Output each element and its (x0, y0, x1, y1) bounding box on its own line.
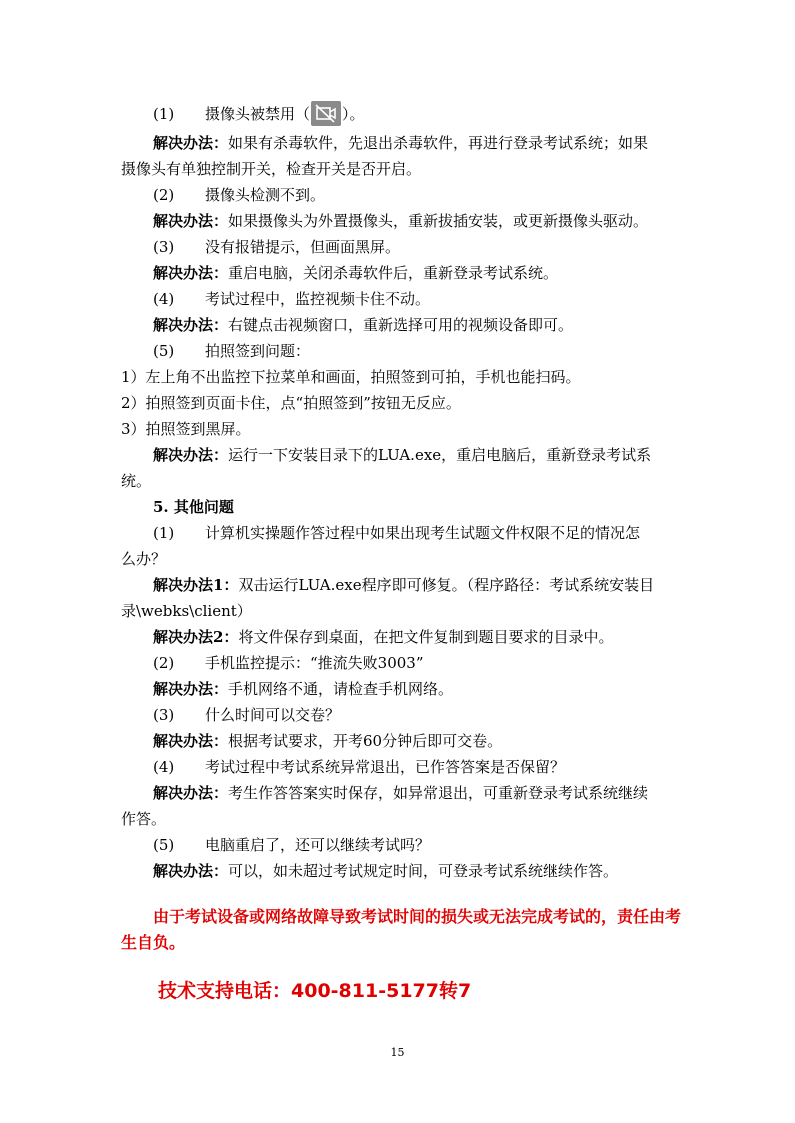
issue-number: (5) (153, 342, 175, 360)
question-text: 手机监控提示：“推流失败3003” (205, 654, 424, 672)
issue-5 (153, 338, 713, 364)
solution-label: 解决办法： (153, 862, 229, 880)
solution-label: 解决办法： (153, 264, 229, 282)
solution-text: 重启电脑，关闭杀毒软件后，重新登录考试系统。 (228, 264, 559, 282)
answer-1a-cont: 录\webks\client） (121, 602, 252, 620)
issue-text: 没有报错提示，但画面黑屏。 (205, 238, 401, 256)
question-4 (153, 754, 713, 780)
answer-1a (153, 572, 713, 598)
solution-text: 根据考试要求，开考60分钟后即可交卷。 (228, 732, 503, 750)
solution-label: 解决办法： (153, 212, 229, 230)
answer-1b (153, 624, 713, 650)
question-2 (153, 650, 713, 676)
sub-issue-3: 3）拍照签到黑屏。 (121, 420, 251, 438)
responsibility-notice: 由于考试设备或网络故障导致考试时间的损失或无法完成考试的，责任由考 (153, 907, 682, 926)
solution-label: 解决办法： (153, 784, 229, 802)
solution-label: 解决办法2： (153, 628, 239, 646)
sub-issue-2: 2）拍照签到页面卡住，点“拍照签到”按钮无反应。 (121, 394, 461, 412)
section-heading: 5. 其他问题 (153, 498, 234, 516)
answer-4-cont: 作答。 (121, 810, 167, 828)
solution-text: 如果有杀毒软件，先退出杀毒软件，再进行登录考试系统；如果 (228, 134, 649, 152)
solution-4 (153, 312, 713, 338)
solution-label: 解决办法： (153, 134, 229, 152)
solution-text: 如果摄像头为外置摄像头，重新拔插安装，或更新摄像头驱动。 (228, 212, 649, 230)
solution-2 (153, 208, 713, 234)
solution-text: 右键点击视频窗口，重新选择可用的视频设备即可。 (228, 316, 574, 334)
solution-label: 解决办法： (153, 732, 229, 750)
answer-3 (153, 728, 713, 754)
question-1-cont: 么办？ (121, 550, 167, 568)
issue-3 (153, 234, 713, 260)
camera-off-icon (311, 101, 341, 126)
question-text: 电脑重启了，还可以继续考试吗？ (205, 836, 431, 854)
question-3 (153, 702, 713, 728)
issue-number: (3) (153, 238, 175, 256)
issue-text-suffix: ）。 (342, 105, 365, 123)
solution-text: 双击运行LUA.exe程序即可修复。（程序路径：考试系统安装目 (238, 576, 655, 594)
solution-text: 考生作答答案实时保存，如异常退出，可重新登录考试系统继续 (228, 784, 649, 802)
responsibility-notice-cont: 生自负。 (121, 933, 186, 952)
issue-text: 考试过程中，监控视频卡住不动。 (205, 290, 431, 308)
question-number: (5) (153, 836, 175, 854)
support-phone: 技术支持电话：400-811-5177转7 (158, 980, 472, 1002)
issue-number: (2) (153, 186, 175, 204)
solution-3 (153, 260, 713, 286)
solution-5-cont: 统。 (121, 472, 152, 490)
question-1 (153, 520, 713, 546)
question-5 (153, 832, 713, 858)
question-number: (1) (153, 524, 175, 542)
issue-4 (153, 286, 713, 312)
solution-text: 可以，如未超过考试规定时间，可登录考试系统继续作答。 (228, 862, 619, 880)
question-text: 计算机实操题作答过程中如果出现考生试题文件权限不足的情况怎 (205, 524, 641, 542)
issue-text: 摄像头被禁用（ (205, 105, 311, 123)
solution-text: 将文件保存到桌面，在把文件复制到题目要求的目录中。 (238, 628, 614, 646)
issue-text: 摄像头检测不到。 (205, 186, 326, 204)
solution-1-cont: 摄像头有单独控制开关，检查开关是否开启。 (121, 160, 422, 178)
solution-label: 解决办法1： (153, 576, 239, 594)
issue-number: (4) (153, 290, 175, 308)
question-text: 考试过程中考试系统异常退出，已作答答案是否保留？ (205, 758, 566, 776)
issue-1 (153, 101, 713, 127)
question-number: (3) (153, 706, 175, 724)
question-number: (4) (153, 758, 175, 776)
solution-5 (153, 442, 713, 468)
question-number: (2) (153, 654, 175, 672)
solution-label: 解决办法： (153, 446, 229, 464)
solution-text: 手机网络不通，请检查手机网络。 (228, 680, 454, 698)
solution-1 (153, 130, 713, 156)
issue-2 (153, 182, 713, 208)
answer-5 (153, 858, 713, 884)
sub-issue-1: 1）左上角不出监控下拉菜单和画面，拍照签到可拍，手机也能扫码。 (121, 368, 581, 386)
answer-4 (153, 780, 713, 806)
solution-label: 解决办法： (153, 680, 229, 698)
page-number: 15 (390, 1046, 405, 1059)
answer-2 (153, 676, 713, 702)
solution-label: 解决办法： (153, 316, 229, 334)
issue-text: 拍照签到问题： (205, 342, 311, 360)
solution-text: 运行一下安装目录下的LUA.exe，重启电脑后，重新登录考试系 (228, 446, 652, 464)
issue-number: (1) (153, 105, 175, 123)
question-text: 什么时间可以交卷？ (205, 706, 341, 724)
